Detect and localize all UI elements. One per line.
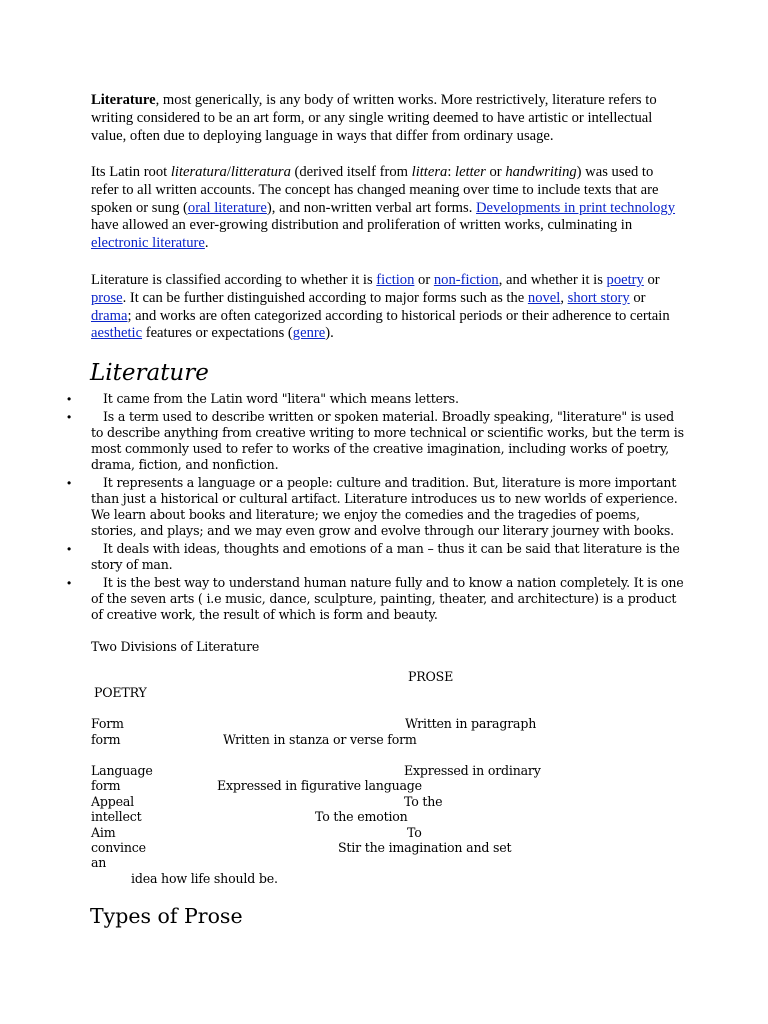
divisions-title: Two Divisions of Literature xyxy=(91,639,260,654)
link-prose[interactable]: prose xyxy=(91,289,123,306)
row-appeal-word: intellect xyxy=(91,809,142,824)
row-form-prose: Written in paragraph xyxy=(405,716,537,731)
link-short-story[interactable]: short story xyxy=(567,289,630,306)
link-developments-in-print-technology[interactable]: Developments in print technology xyxy=(476,199,676,216)
list-item: • It deals with ideas, thoughts and emotions of a man – thus it can be said that literature is the story of man. xyxy=(67,541,680,573)
bullet-marker: • xyxy=(67,575,72,590)
list-item: • Is a term used to describe written or spoken material. Broadly speaking, "literature" is used to describe anything from creative writing to more technical or scientific works, but the term is most commonly used to refer to works of the creative imagination, including works of poetry, drama, fiction, and nonfiction. xyxy=(67,408,684,473)
row-language-label: Language xyxy=(91,763,153,778)
division-prose-heading: PROSE xyxy=(408,669,454,684)
list-item: • It is the best way to understand human nature fully and to know a nation completely. It is one of the seven arts ( i.e music, dance, sculpture, painting, theater, and architecture) is a product of creative work, the result of which is form and beauty. xyxy=(67,574,684,623)
division-poetry-heading: POETRY xyxy=(94,685,147,700)
row-appeal-poetry: To the emotion xyxy=(315,809,408,824)
row-form-label: Form xyxy=(91,716,124,731)
row-aim-word: convince xyxy=(91,840,146,855)
link-non-fiction[interactable]: non-fiction xyxy=(433,272,499,288)
link-oral-literature[interactable]: oral literature xyxy=(187,199,267,216)
intro-paragraph-2: Its Latin root literatura/litteratura (derived itself from littera: letter or handwriting) was used to refer to all written accounts. The concept has changed meaning over time to include texts that are spoken or sung (oral literature), and non-written verbal art forms. Developments in print technology have allowed an ever-growing distribution and proliferation of written works, culminating in electronic literature. xyxy=(91,164,676,252)
link-drama[interactable]: drama xyxy=(91,307,128,324)
list-item: • It came from the Latin word "litera" which means letters. xyxy=(67,391,459,406)
row-language-poetry: Expressed in figurative language xyxy=(217,778,422,793)
intro-paragraph-3: Literature is classified according to whether it is fiction or non-fiction, and whether it is poetry or prose. It can be further distinguished according to major forms such as the novel, short story or drama; and works are often categorized according to historical periods or their adherence to certain aesthetic features or expectations (genre). xyxy=(91,272,670,342)
row-aim-continuation: idea how life should be. xyxy=(131,871,278,886)
link-poetry[interactable]: poetry xyxy=(606,272,644,288)
bullet-marker: • xyxy=(67,475,72,490)
link-electronic-literature[interactable]: electronic literature xyxy=(91,235,205,252)
bullet-marker: • xyxy=(67,409,72,424)
bullet-marker: • xyxy=(67,392,72,406)
row-aim-word-2: an xyxy=(91,855,107,870)
row-appeal-prose: To the xyxy=(404,794,443,809)
term-literature: Literature xyxy=(91,92,156,108)
row-language-word: form xyxy=(91,778,121,793)
row-appeal-label: Appeal xyxy=(91,794,135,809)
link-novel[interactable]: novel xyxy=(527,289,561,306)
intro-paragraph-1: Literature, most generically, is any body of written works. More restrictively, literature refers to writing considered to be an art form, or any single writing deemed to have artistic or intellectual value, often due to deploying language in ways that differ from ordinary usage. xyxy=(91,92,657,144)
link-genre[interactable]: genre xyxy=(292,325,326,342)
section-heading-types-of-prose: Types of Prose xyxy=(90,904,243,928)
link-fiction[interactable]: fiction xyxy=(376,272,415,288)
row-form-poetry: Written in stanza or verse form xyxy=(223,732,417,747)
literature-bullet-list xyxy=(67,391,685,625)
section-heading-literature: Literature xyxy=(90,360,209,386)
row-form-word: form xyxy=(91,732,121,747)
row-aim-poetry: Stir the imagination and set xyxy=(338,840,512,855)
list-item: • It represents a language or a people: culture and tradition. But, literature is more important than just a historical or cultural artifact. Literature introduces us to new worlds of experience. We learn about books and literature; we enjoy the comedies and the tragedies of poems, stories, and plays; and we may even grow and evolve through our literary journey with books. xyxy=(67,474,678,539)
row-language-prose: Expressed in ordinary xyxy=(404,763,541,778)
row-aim-label: Aim xyxy=(91,825,116,840)
link-aesthetic[interactable]: aesthetic xyxy=(91,325,143,342)
bullet-marker: • xyxy=(67,542,72,556)
row-aim-prose: To xyxy=(407,825,422,840)
